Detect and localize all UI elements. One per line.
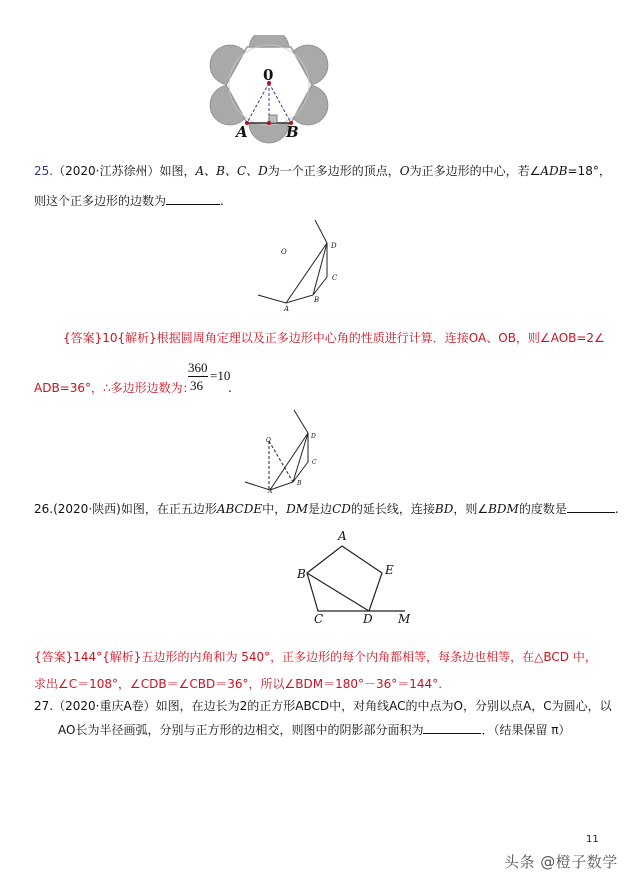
question-number: 25.	[34, 164, 54, 178]
math-var: ADB	[540, 164, 568, 178]
fraction-bar	[188, 376, 208, 377]
pentagon-label-c: C	[314, 612, 324, 626]
fig25-label-d: D	[331, 242, 337, 250]
answer-blank	[166, 193, 220, 205]
math-var: CD	[332, 502, 351, 516]
question-25-line-2	[34, 193, 224, 208]
fraction-denominator: 36	[190, 378, 203, 393]
fig25a-label-o: O	[266, 437, 271, 444]
question-27-line-2	[58, 722, 571, 737]
answer-25-period: .	[228, 381, 232, 395]
fraction-numerator: 360	[188, 360, 208, 375]
fig25a-label-b: B	[297, 480, 302, 487]
question-text: ．（结果保留 π）	[481, 723, 571, 737]
fig25-label-o: O	[281, 248, 287, 256]
math-var: BDM	[488, 502, 519, 516]
math-vars: A、B、C、D	[195, 164, 268, 178]
fig25a-label-a: A	[268, 488, 273, 495]
period: .	[220, 194, 224, 208]
question-text: 为正多边形的中心，若∠	[409, 164, 541, 178]
page-number: 11	[586, 834, 599, 845]
math-var: BD	[434, 502, 454, 516]
fraction-360-36	[188, 360, 248, 396]
fig25a-label-c: C	[312, 459, 317, 466]
question-source: （2020·江苏徐州）	[53, 164, 160, 178]
question-source: (2020·陕西)	[53, 502, 121, 516]
question-text: 如图，在边长为2的正方形ABCD中，对角线AC的中点为O，分别以点A，C为圆心，以	[155, 699, 612, 713]
label-center-o: 0	[263, 66, 274, 84]
answer-26-line-2: 求出∠C＝108°，∠CDB＝∠CBD＝36°，所以∠BDM＝180°－36°＝144°.	[34, 677, 443, 691]
question-source: （2020·重庆A卷）	[53, 699, 156, 713]
answer-blank	[567, 501, 615, 513]
question-text: 的延长线，连接	[350, 502, 435, 516]
question-text: 如图，在正五边形	[120, 502, 217, 516]
answer-25-line-1: {答案}10{解析}根据圆周角定理以及正多边形中心角的性质进行计算．连接OA、OB，则∠AOB=2∠	[63, 331, 605, 345]
question-27-line-1	[34, 699, 612, 713]
question-text: 如图，	[159, 164, 196, 178]
question-text: AO长为半径画弧，分别与正方形的边相交，则图中的阴影部分面积为	[58, 723, 424, 737]
pentagon-label-b: B	[297, 567, 306, 581]
fig25a-label-d: D	[311, 433, 316, 440]
period: .	[614, 502, 619, 516]
fig25-label-b: B	[314, 296, 320, 304]
math-var: ABCDE	[216, 502, 263, 516]
fig25-label-a: A	[284, 305, 290, 313]
question-text: 是边	[308, 502, 333, 516]
pentagon-label-e: E	[385, 563, 394, 577]
question-text: 的度数是	[518, 502, 567, 516]
question-number: 27.	[34, 699, 54, 713]
polygon-figure-25-answer	[240, 405, 350, 495]
question-text: =18°，	[567, 164, 611, 178]
question-text: ，则∠	[453, 502, 489, 516]
pentagon-label-d: D	[363, 612, 373, 626]
pentagon-figure	[295, 530, 415, 625]
answer-blank	[423, 722, 481, 734]
hexagon-petal-figure	[205, 35, 335, 150]
answer-26-line-1: {答案}144°{解析}五边形的内角和为 540°，正多边形的每个内角都相等，每条边也相等，在△BCD 中，	[34, 650, 597, 664]
fraction-result: =10	[210, 368, 231, 383]
pentagon-label-a: A	[338, 529, 347, 543]
question-text: 为一个正多边形的顶点，	[267, 164, 400, 178]
fig25-label-c: C	[332, 274, 338, 282]
question-26	[34, 501, 619, 516]
watermark: 头条 @橙子数学	[504, 853, 618, 871]
question-text: 则这个正多边形的边数为	[34, 194, 167, 208]
answer-25-line-2: ADB=36°，∴多边形边数为：	[34, 381, 195, 395]
math-var: O	[399, 164, 410, 178]
question-number: 26.	[34, 502, 54, 516]
polygon-figure-25	[250, 215, 360, 315]
label-b: B	[286, 123, 299, 141]
pentagon-label-m: M	[398, 612, 411, 626]
question-25-line-1	[34, 164, 611, 178]
question-text: 中，	[262, 502, 287, 516]
label-a: A	[236, 123, 248, 141]
math-var: DM	[286, 502, 309, 516]
